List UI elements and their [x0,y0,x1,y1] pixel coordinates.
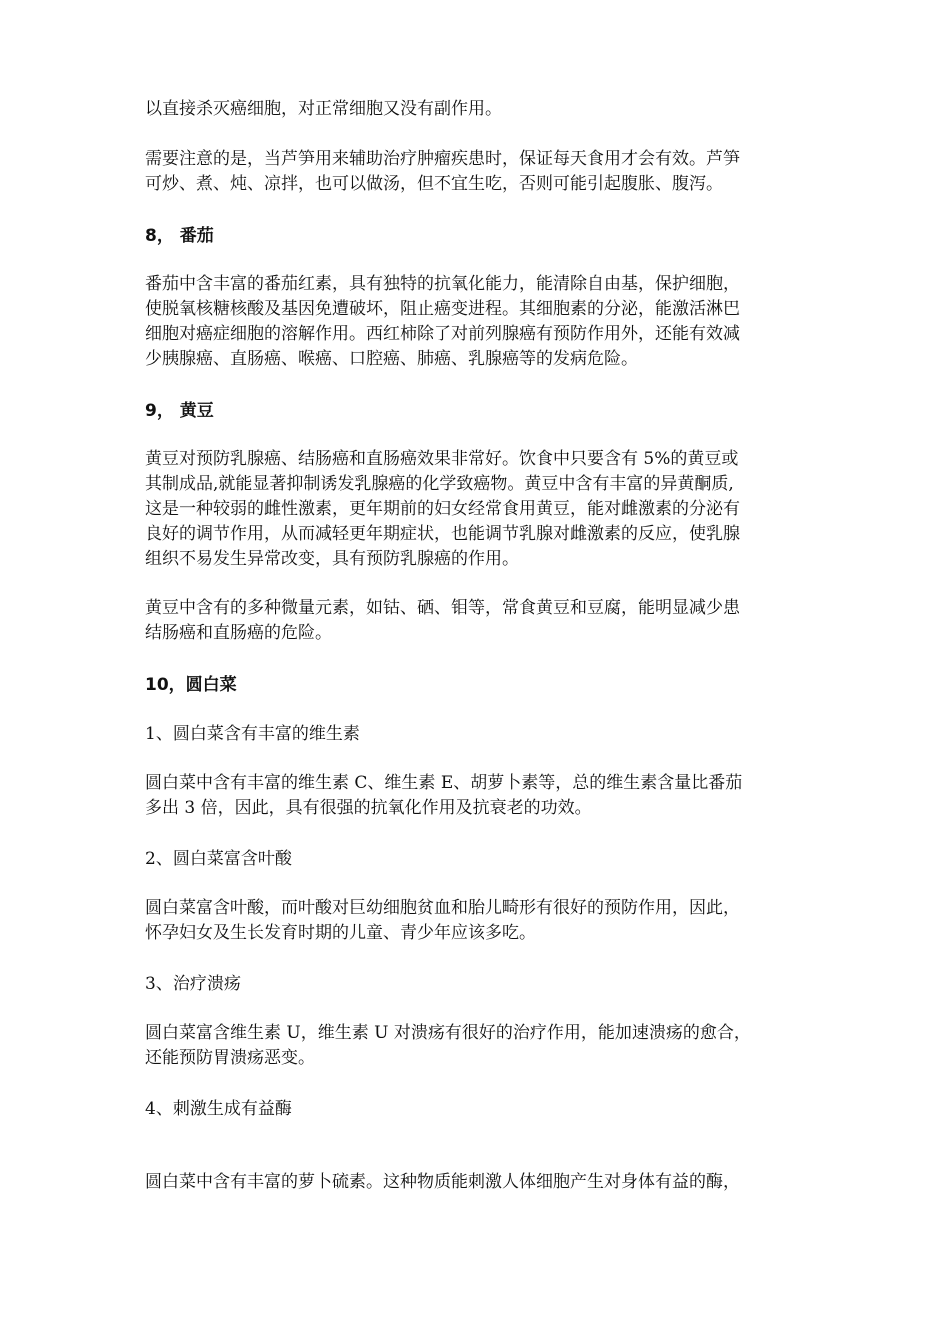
paragraph-cabbage-vitamins [145,771,815,821]
paragraph-soybean [145,447,815,572]
text-line: 圆白菜富含维生素 U，维生素 U 对溃疡有很好的治疗作用，能加速溃疡的愈合， [145,1023,751,1043]
text-line: 使脱氧核糖核酸及基因免遭破坏，阻止癌变进程。其细胞素的分泌，能激活淋巴 [145,299,740,319]
text-line: 结肠癌和直肠癌的危险。 [145,623,332,643]
text-line: 还能预防胃溃疡恶变。 [145,1048,315,1068]
paragraph-cabbage-folic-acid [145,896,815,946]
text-line: 黄豆中含有的多种微量元素，如钴、硒、钼等，常食黄豆和豆腐，能明显减少患 [145,598,740,618]
text-line: 组织不易发生异常改变，具有预防乳腺癌的作用。 [145,549,519,569]
paragraph-asparagus-end [145,97,815,122]
text-line: 良好的调节作用，从而减轻更年期症状，也能调节乳腺对雌激素的反应，使乳腺 [145,524,740,544]
text-line: 需要注意的是，当芦笋用来辅助治疗肿瘤疾患时，保证每天食用才会有效。芦笋 [145,149,740,169]
subheading-enzymes: 4、刺激生成有益酶 [145,1099,292,1119]
text-line: 多出 3 倍，因此，具有很强的抗氧化作用及抗衰老的功效。 [145,798,592,818]
paragraph-tomato [145,272,815,372]
text-line: 圆白菜中含有丰富的维生素 C、维生素 E、胡萝卜素等，总的维生素含量比番茄 [145,773,743,793]
text-line: 细胞对癌症细胞的溶解作用。西红柿除了对前列腺癌有预防作用外，还能有效减 [145,324,740,344]
heading-tomato: 8， 番茄 [145,226,214,246]
heading-cabbage: 10，圆白菜 [145,675,237,695]
text-line: 怀孕妇女及生长发育时期的儿童、青少年应该多吃。 [145,923,536,943]
text-line: 少胰腺癌、直肠癌、喉癌、口腔癌、肺癌、乳腺癌等的发病危险。 [145,349,638,369]
text-line: 番茄中含丰富的番茄红素，具有独特的抗氧化能力，能清除自由基，保护细胞， [145,274,740,294]
heading-soybean: 9， 黄豆 [145,401,214,421]
text-line: 可炒、煮、炖、凉拌，也可以做汤，但不宜生吃，否则可能引起腹胀、腹泻。 [145,174,723,194]
text-line: 圆白菜富含叶酸，而叶酸对巨幼细胞贫血和胎儿畸形有很好的预防作用，因此， [145,898,740,918]
subheading-ulcer: 3、治疗溃疡 [145,974,241,994]
subheading-vitamins: 1、圆白菜含有丰富的维生素 [145,724,360,744]
text-line: 以直接杀灭癌细胞，对正常细胞又没有副作用。 [145,99,502,119]
text-line: 这是一种较弱的雌性激素，更年期前的妇女经常食用黄豆，能对雌激素的分泌有 [145,499,740,519]
paragraph-cabbage-ulcer [145,1021,815,1071]
text-line: 圆白菜中含有丰富的萝卜硫素。这种物质能刺激人体细胞产生对身体有益的酶， [145,1172,740,1192]
paragraph-asparagus-note [145,147,815,197]
paragraph-soybean-minerals [145,596,815,646]
text-line: 其制成品,就能显著抑制诱发乳腺癌的化学致癌物。黄豆中含有丰富的异黄酮质, [145,474,734,494]
text-line: 黄豆对预防乳腺癌、结肠癌和直肠癌效果非常好。饮食中只要含有 5%的黄豆或 [145,449,739,469]
paragraph-cabbage-enzymes [145,1170,815,1195]
subheading-folic-acid: 2、圆白菜富含叶酸 [145,849,292,869]
